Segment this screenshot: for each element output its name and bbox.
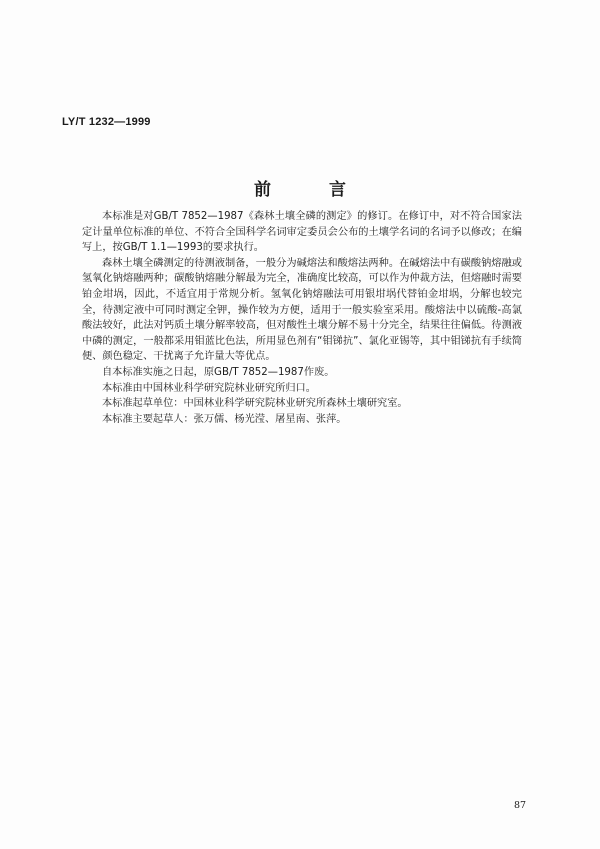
paragraph-method-description: 森林土壤全磷测定的待测液制备，一般分为碱熔法和酸熔法两种。在碱熔法中有碳酸钠熔融或氢氧化钠熔融两种；碳酸钠熔融分解最为完全，准确度比较高，可以作为仲裁方法，但熔融时需要铂金坩埚，因此，不适宜用于常规分析。氢氧化钠熔融法可用银坩埚代替铂金坩埚，分解也较完全，待测定液中可同时测定全钾，操作较为方便，适用于一般实验室采用。酸熔法中以硫酸-高氯酸法较好，此法对钙质土壤分解率较高，但对酸性土壤分解不易十分完全，结果往往偏低。待测液中磷的测定，一般都采用钼蓝比色法，所用显色剂有“钼锑抗”、氯化亚锡等，其中钼锑抗有手续简便、颜色稳定、干扰离子允许量大等优点。 <box>82 257 522 363</box>
paragraph-drafting-unit: 本标准起草单位：中国林业科学研究院林业研究所森林土壤研究室。 <box>102 398 408 410</box>
page-number: 87 <box>514 800 527 811</box>
paragraph-drafters: 本标准主要起草人：张万儒、杨光滢、屠星南、张萍。 <box>102 413 347 425</box>
paragraph-administered-by: 本标准由中国林业科学研究院林业研究所归口。 <box>102 382 316 394</box>
foreword-body <box>82 209 522 427</box>
paragraph-revision-note: 本标准是对GB/T 7852—1987《森林土壤全磷的测定》的修订。在修订中，对不符合国家法定计量单位标准的单位、不符合全国科学名词审定委员会公布的土壤学名词的名词予以修改；在编写上，按GB/T 1.1—1993的要求执行。 <box>82 211 522 254</box>
page-title: 前 言 <box>254 180 372 200</box>
standard-code: LY/T 1232—1999 <box>62 116 151 128</box>
paragraph-supersede-note: 自本标准实施之日起，原GB/T 7852—1987作废。 <box>102 366 335 378</box>
